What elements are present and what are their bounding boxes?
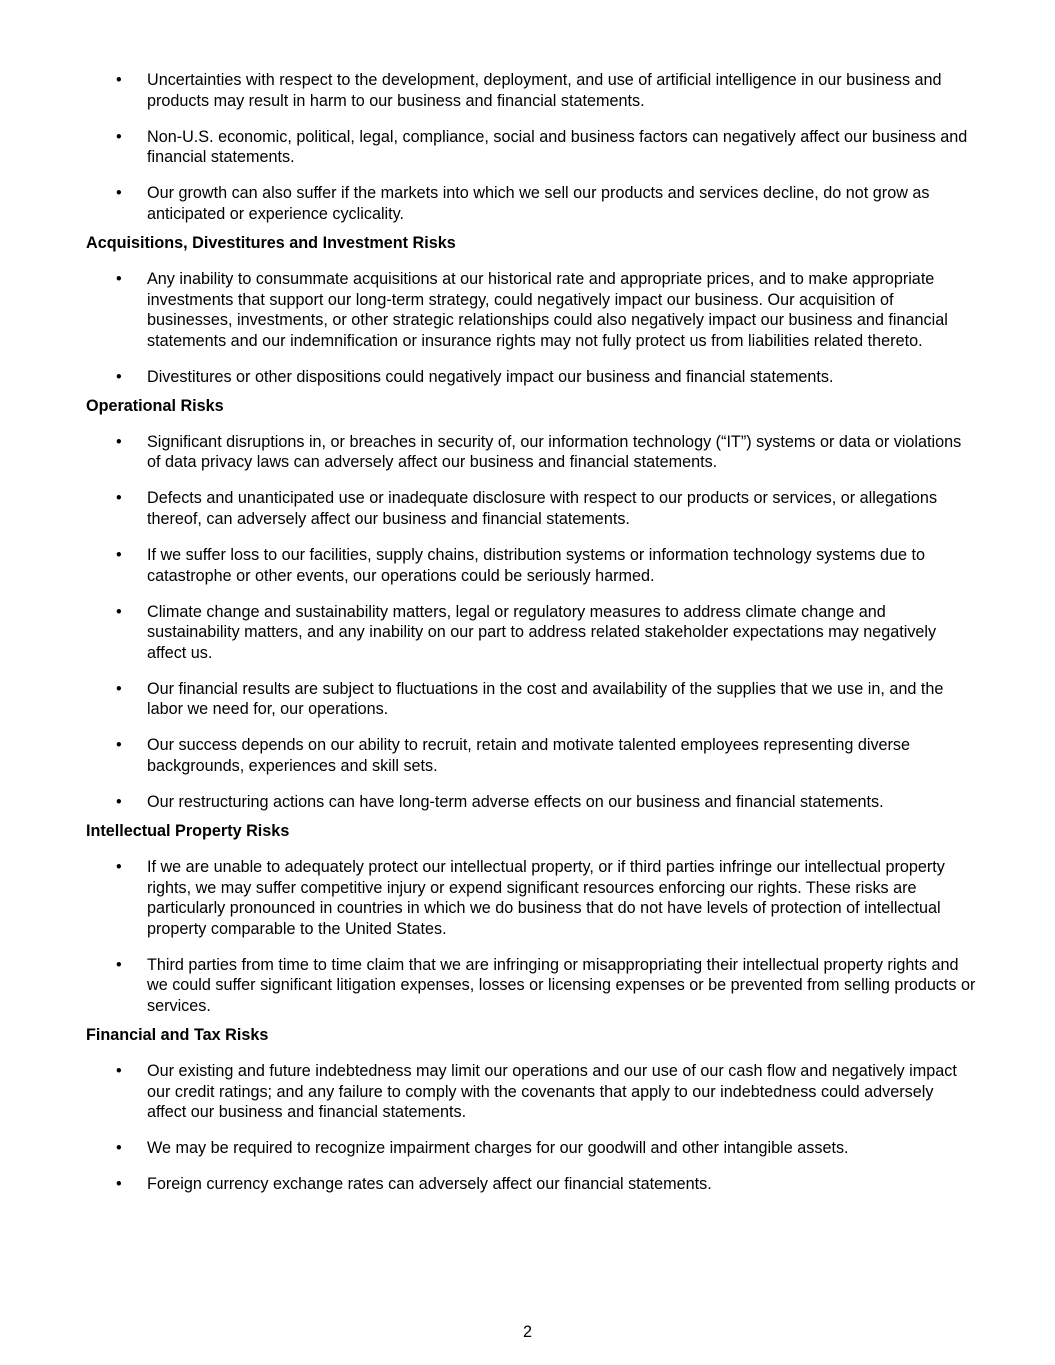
list-item-text: If we suffer loss to our facilities, supply chains, distribution systems or information technology systems due to catastrophe or other events, our operations could be seriously harmed. [147,546,925,585]
risk-list-intellectual-property [86,857,976,1017]
bullet-icon: • [116,269,122,288]
bullet-icon: • [116,1139,122,1158]
list-item [86,367,976,388]
bullet-icon: • [116,489,122,508]
list-item-text: We may be required to recognize impairment charges for our goodwill and other intangible assets. [147,1139,849,1158]
bullet-icon: • [116,367,122,386]
bullet-icon: • [116,71,122,89]
list-item [86,857,976,939]
list-item [86,183,976,224]
list-item-text: Our restructuring actions can have long-term adverse effects on our business and financial statements. [147,792,884,811]
list-item-text: Climate change and sustainability matters, legal or regulatory measures to address climate change and sustainability matters, and any inability on our part to address related stakeholder expectations may negatively affect us. [147,602,937,662]
list-item-text: Foreign currency exchange rates can adversely affect our financial statements. [147,1175,712,1194]
list-item-text: Defects and unanticipated use or inadequate disclosure with respect to our products or services, or allegations thereof, can adversely affect our business and financial statements. [147,489,938,529]
bullet-icon: • [116,792,122,811]
bullet-icon: • [116,184,122,203]
section-heading-financial-tax: Financial and Tax Risks [86,1026,269,1045]
page-number: 2 [522,1323,532,1341]
section-heading-acquisitions: Acquisitions, Divestitures and Investment Risks [86,233,456,252]
list-item [86,70,976,111]
list-item-text: Significant disruptions in, or breaches in security of, our information technology (“IT”) systems or data or violations of data privacy laws can adversely affect our business and financial statements. [147,432,962,472]
list-item [86,1061,976,1123]
risk-list-financial-tax [86,1061,976,1195]
bullet-icon: • [116,432,122,451]
list-item [86,792,976,813]
bullet-icon: • [116,546,122,565]
bullet-icon: • [116,679,122,698]
list-item [86,127,976,168]
list-item-text: Our financial results are subject to fluctuations in the cost and availability of the supplies that we use in, and the labor we need for, our operations. [147,679,944,719]
risk-list-general [86,70,976,224]
list-item [86,545,976,586]
list-item [86,679,976,720]
bullet-icon: • [116,858,122,877]
bullet-icon: • [116,602,122,621]
section-heading-intellectual-property: Intellectual Property Risks [86,822,290,841]
list-item-text: Uncertainties with respect to the development, deployment, and use of artificial intelligence in our business and products may result in harm to our business and financial statements. [147,71,942,110]
risk-factors-content [86,70,976,1204]
list-item [86,432,976,473]
list-item-text: Our existing and future indebtedness may limit our operations and our use of our cash flow and negatively impact our credit ratings; and any failure to comply with the covenants that apply to our indebtedness could adversely affect our business and financial statements. [147,1062,957,1122]
list-item-text: Our growth can also suffer if the markets into which we sell our products and services decline, do not grow as anticipated or experience cyclicality. [147,184,930,223]
list-item-text: Third parties from time to time claim that we are infringing or misappropriating their intellectual property rights and we could suffer significant litigation expenses, losses or licensing expenses or be prevented from selling products or services. [147,955,976,1016]
list-item-text: Divestitures or other dispositions could negatively impact our business and financial statements. [147,367,834,386]
list-item-text: Our success depends on our ability to recruit, retain and motivate talented employees representing diverse backgrounds, experiences and skill sets. [147,736,911,775]
risk-list-acquisitions [86,269,976,387]
list-item-text: Non-U.S. economic, political, legal, compliance, social and business factors can negatively affect our business and financial statements. [147,127,968,167]
section-heading-operational: Operational Risks [86,396,224,415]
list-item [86,735,976,776]
risk-list-operational [86,432,976,813]
list-item [86,955,976,1017]
list-item [86,1138,976,1159]
list-item [86,1174,976,1195]
list-item [86,602,976,664]
bullet-icon: • [116,955,122,974]
bullet-icon: • [116,1175,122,1194]
bullet-icon: • [116,127,122,146]
bullet-icon: • [116,736,122,755]
list-item [86,488,976,529]
bullet-icon: • [116,1062,122,1081]
list-item [86,269,976,351]
list-item-text: Any inability to consummate acquisitions at our historical rate and appropriate prices, and to make appropriate investments that support our long-term strategy, could negatively impact our business. Our acquisition of businesses, investments, or other strategic relationships could also negatively impact our business and financial statements and our indemnification or insurance rights may not fully protect us from liabilities related thereto. [147,269,948,350]
list-item-text: If we are unable to adequately protect our intellectual property, or if third parties infringe our intellectual property rights, we may suffer competitive injury or expend significant resources enforcing our rights. These risks are particularly pronounced in countries in which we do business that do not have levels of protection of intellectual property comparable to the United States. [147,858,945,938]
